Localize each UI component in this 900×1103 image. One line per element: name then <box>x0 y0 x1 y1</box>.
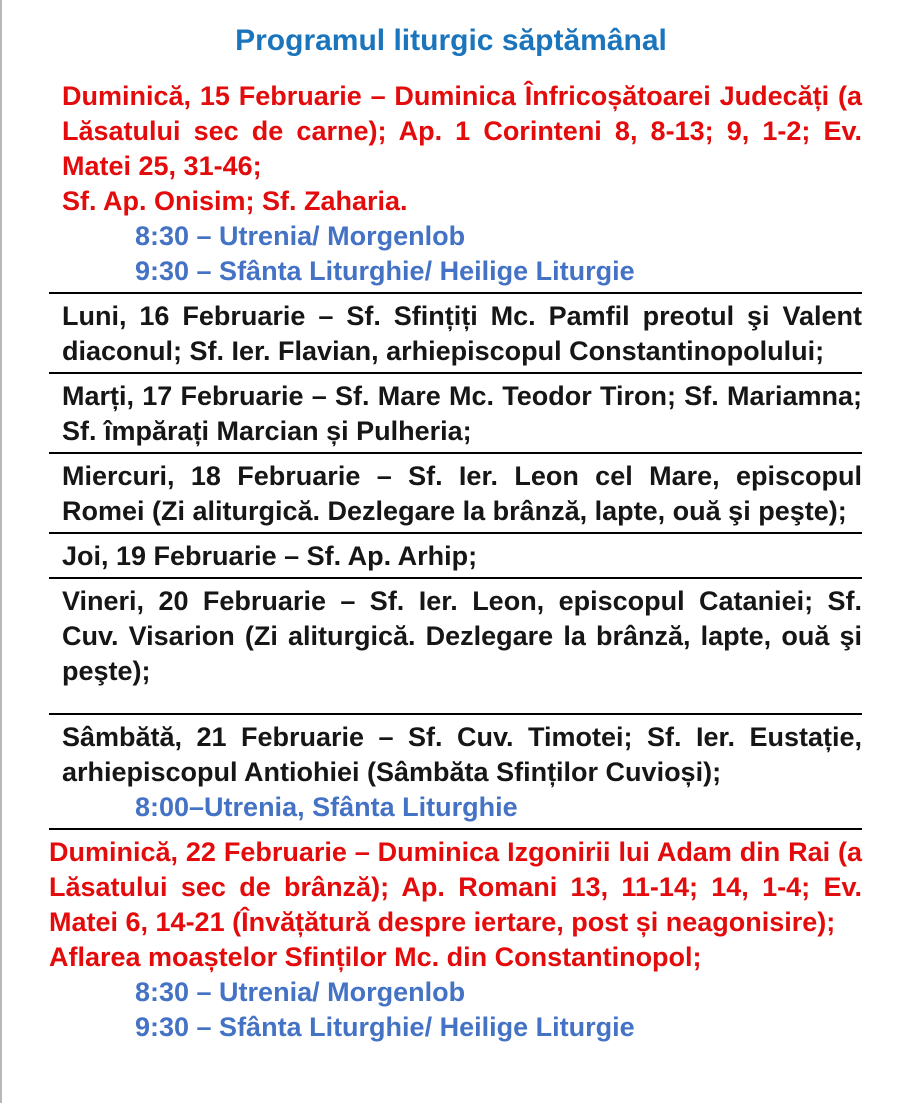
section-sunday-22-feb <box>49 830 862 1048</box>
day-entry: Miercuri, 18 Februarie – Sf. Ier. Leon cel Mare, episcopul Romei (Zi aliturgică. Dezlegare la brânză, lapte, ouă şi peşte); <box>62 461 862 526</box>
day-entry: Luni, 16 Februarie – Sf. Sfințiți Mc. Pamfil preotul şi Valent diaconul; Sf. Ier. Flavian, arhiepiscopul Constantinopolului; <box>62 301 862 366</box>
day-entry: Duminică, 22 Februarie – Duminica Izgonirii lui Adam din Rai (a Lăsatului sec de brânză); Ap. Romani 13, 11-14; 14, 1-4; Ev. Matei 6, 14-21 (Învățătură despre iertare, post și neagonisire); <box>49 837 862 937</box>
day-entry: Duminică, 15 Februarie – Duminica Înfricoșătoarei Judecăți (a Lăsatului sec de carne); Ap. 1 Corinteni 8, 8-13; 9, 1-2; Ev. Matei 25, 31-46; <box>62 81 862 181</box>
day-entry: Sâmbătă, 21 Februarie – Sf. Cuv. Timotei; Sf. Ier. Eustație, arhiepiscopul Antiohiei (Sâmbăta Sfinților Cuvioși); <box>62 722 862 787</box>
section-wednesday-18-feb <box>49 454 862 534</box>
service-time: 9:30 – Sfânta Liturghie/ Heilige Liturgie <box>135 1012 635 1042</box>
section-sunday-15-feb <box>49 74 862 294</box>
section-tuesday-17-feb <box>49 374 862 454</box>
section-monday-16-feb <box>49 294 862 374</box>
program-sections <box>49 74 862 1048</box>
section-friday-20-feb <box>49 579 862 715</box>
day-entry: Marți, 17 Februarie – Sf. Mare Mc. Teodor Tiron; Sf. Mariamna; Sf. împărați Marcian și Pulheria; <box>62 381 862 446</box>
service-time: 8:30 – Utrenia/ Morgenlob <box>135 221 466 251</box>
service-time: 9:30 – Sfânta Liturghie/ Heilige Liturgie <box>135 256 635 286</box>
section-thursday-19-feb <box>49 534 862 579</box>
service-time: 8:30 – Utrenia/ Morgenlob <box>135 977 466 1007</box>
saints-note: Sf. Ap. Onisim; Sf. Zaharia. <box>62 186 408 216</box>
day-entry: Joi, 19 Februarie – Sf. Ap. Arhip; <box>62 541 478 571</box>
page-title: Programul liturgic săptămânal <box>235 24 667 57</box>
day-entry: Vineri, 20 Februarie – Sf. Ier. Leon, episcopul Cataniei; Sf. Cuv. Visarion (Zi aliturgică. Dezlegare la brânză, lapte, ouă şi peşte); <box>62 586 862 686</box>
service-time: 8:00–Utrenia, Sfânta Liturghie <box>135 792 518 822</box>
section-saturday-21-feb <box>49 715 862 830</box>
saints-note: Aflarea moaștelor Sfinților Mc. din Constantinopol; <box>49 942 702 972</box>
